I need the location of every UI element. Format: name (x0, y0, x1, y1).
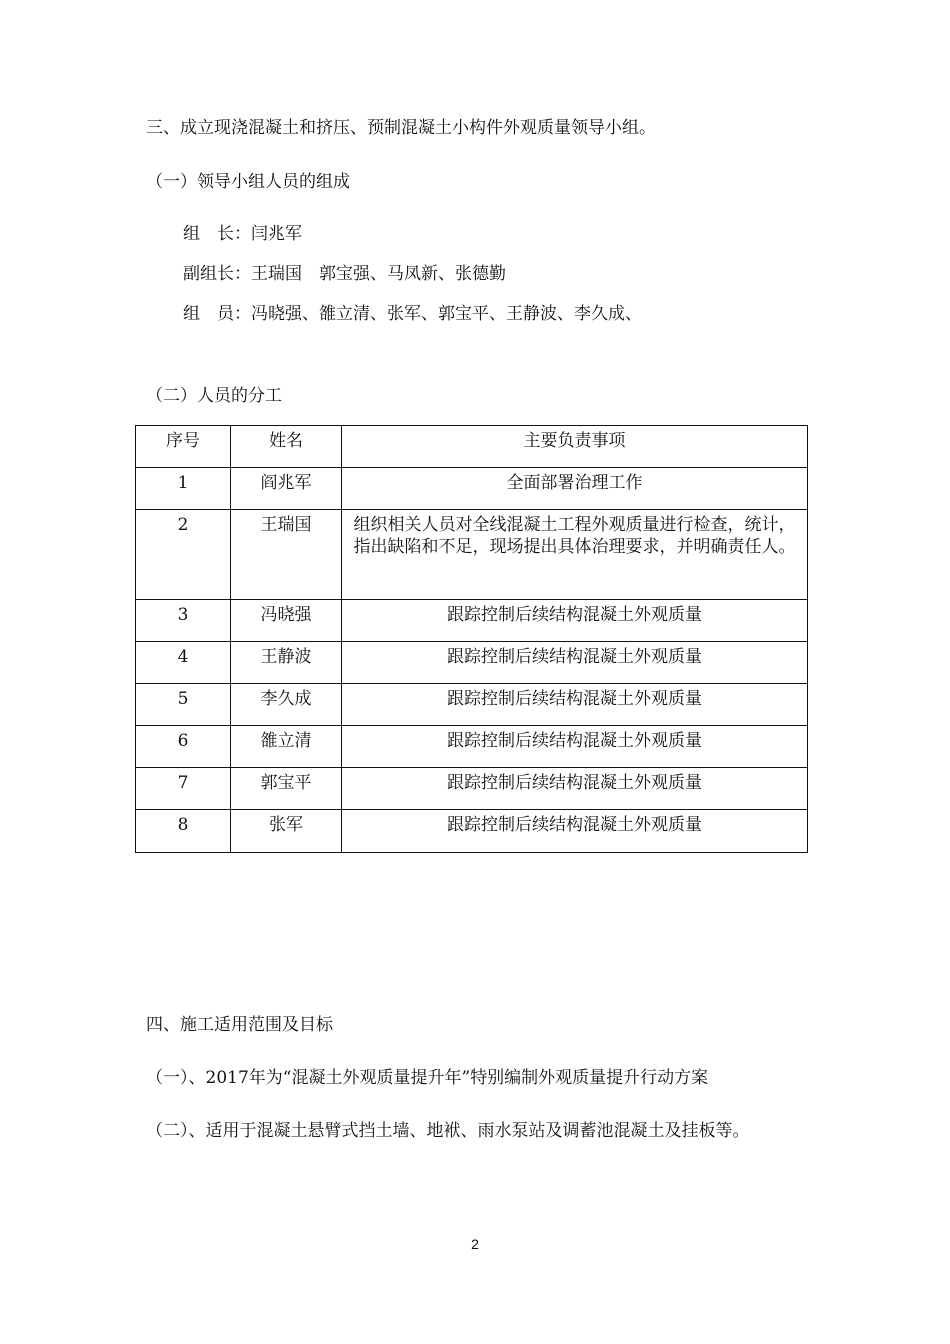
section-3-title: 三、成立现浇混凝土和挤压、预制混凝土小构件外观质量领导小组。 (146, 118, 656, 138)
paragraph-1: （一）、2017年为“混凝土外观质量提升年”特别编制外观质量提升行动方案 (146, 1068, 709, 1088)
row-name: 张军 (231, 810, 342, 853)
table-row (136, 468, 808, 510)
row-name: 王静波 (231, 642, 342, 684)
row-duty: 跟踪控制后续结构混凝土外观质量 (342, 642, 808, 684)
section-4-title: 四、施工适用范围及目标 (146, 1015, 333, 1035)
page-number: 2 (471, 1236, 479, 1252)
row-name: 冯晓强 (231, 600, 342, 642)
row-no: 2 (136, 510, 231, 600)
row-duty: 全面部署治理工作 (342, 468, 808, 510)
table-row (136, 600, 808, 642)
row-no: 3 (136, 600, 231, 642)
deputy-leader-line: 副组长：王瑞国 郭宝强、马凤新、张德勤 (183, 264, 506, 284)
row-no: 5 (136, 684, 231, 726)
header-no: 序号 (136, 426, 231, 468)
subsection-1-title: （一）领导小组人员的组成 (146, 172, 350, 192)
row-no: 4 (136, 642, 231, 684)
table-row (136, 726, 808, 768)
table-row (136, 510, 808, 600)
subsection-2-title: （二）人员的分工 (146, 386, 282, 406)
row-duty: 跟踪控制后续结构混凝土外观质量 (342, 684, 808, 726)
row-no: 6 (136, 726, 231, 768)
leader-line: 组 长：闫兆军 (183, 224, 302, 244)
row-name: 李久成 (231, 684, 342, 726)
row-no: 1 (136, 468, 231, 510)
row-name: 王瑞国 (231, 510, 342, 600)
duty-table (135, 425, 808, 853)
paragraph-2: （二）、适用于混凝土悬臂式挡土墙、地袱、雨水泵站及调蓄池混凝土及挂板等。 (146, 1121, 750, 1141)
table-header-row (136, 426, 808, 468)
row-duty: 组织相关人员对全线混凝土工程外观质量进行检查，统计，指出缺陷和不足，现场提出具体治理要求，并明确责任人。 (342, 510, 808, 600)
table-row (136, 768, 808, 810)
table-row (136, 810, 808, 853)
row-duty: 跟踪控制后续结构混凝土外观质量 (342, 768, 808, 810)
table-row (136, 684, 808, 726)
table-row (136, 642, 808, 684)
row-duty: 跟踪控制后续结构混凝土外观质量 (342, 600, 808, 642)
members-line: 组 员：冯晓强、雒立清、张军、郭宝平、王静波、李久成、 (183, 304, 642, 324)
row-duty: 跟踪控制后续结构混凝土外观质量 (342, 726, 808, 768)
row-name: 阎兆军 (231, 468, 342, 510)
header-name: 姓名 (231, 426, 342, 468)
row-duty: 跟踪控制后续结构混凝土外观质量 (342, 810, 808, 853)
row-no: 8 (136, 810, 231, 853)
row-no: 7 (136, 768, 231, 810)
row-name: 郭宝平 (231, 768, 342, 810)
row-name: 雒立清 (231, 726, 342, 768)
header-duty: 主要负责事项 (342, 426, 808, 468)
